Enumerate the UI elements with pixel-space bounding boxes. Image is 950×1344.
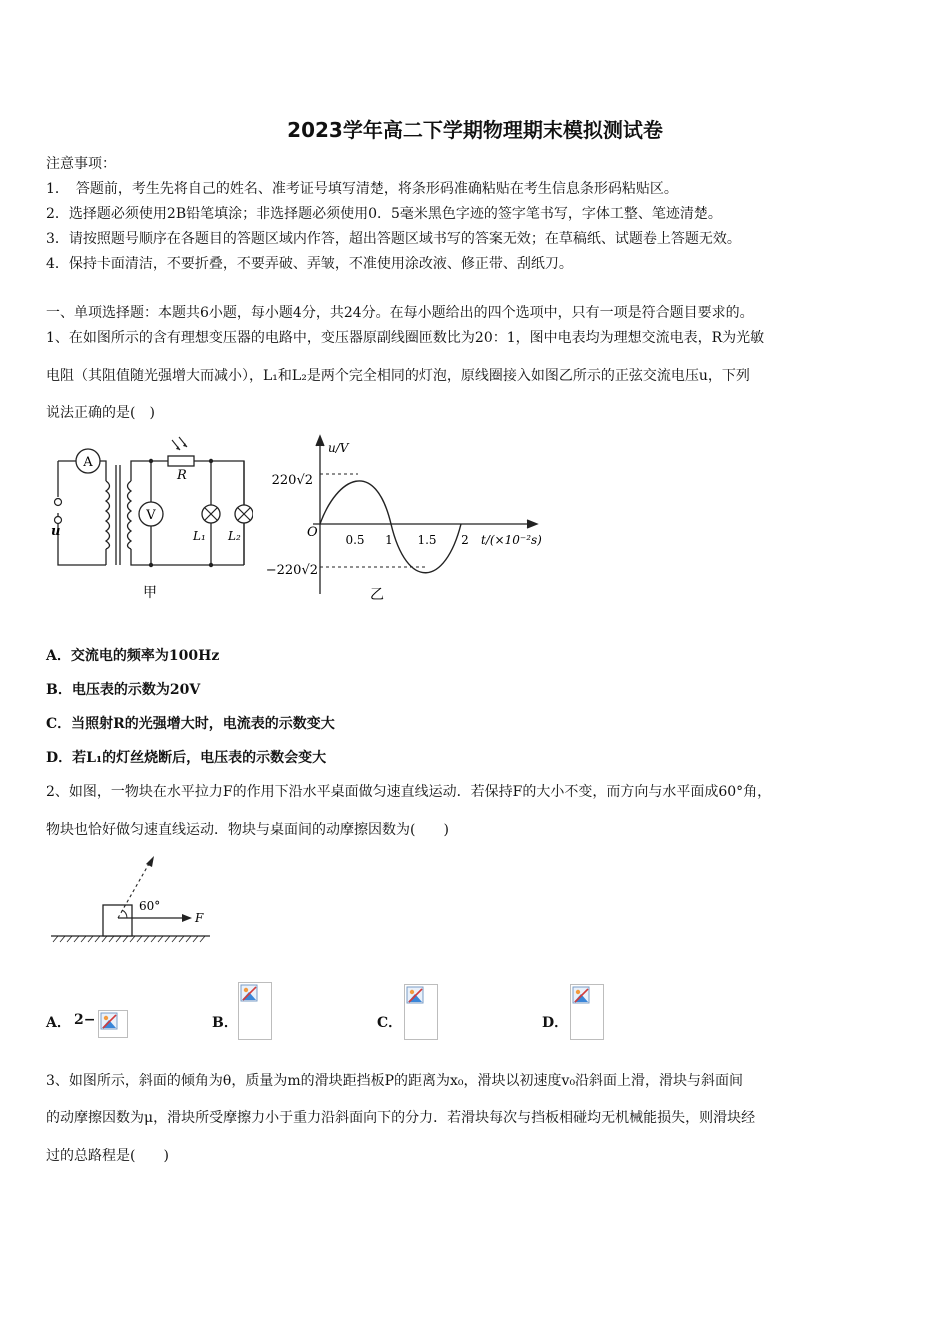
q1-option-c[interactable]: C．当照射R的光强增大时，电流表的示数变大 (46, 716, 335, 732)
q1-option-a[interactable]: A．交流电的频率为100Hz (46, 648, 220, 664)
note-item-2: 2．选择题必须使用2B铅笔填涂；非选择题必须使用0．5毫米黑色字迹的签字笔书写，字体工整、笔迹清楚。 (46, 206, 722, 222)
input-voltage-label: u (51, 524, 61, 539)
q3-stem-line1: 3、如图所示，斜面的倾角为θ，质量为m的滑块距挡板P的距离为x₀，滑块以初速度v₀沿斜面上滑，滑块与斜面间 (46, 1073, 744, 1089)
notes-heading: 注意事项： (46, 156, 116, 172)
broken-image-icon (98, 1010, 128, 1038)
voltmeter-label: V (146, 508, 156, 523)
lamp2-label: L₂ (228, 529, 241, 543)
ammeter-label: A (83, 455, 93, 470)
q1-option-d[interactable]: D．若L₁的灯丝烧断后，电压表的示数会变大 (46, 750, 327, 766)
q2-option-a-text: 2− (74, 1012, 96, 1028)
y-max-label: 220√2 (271, 473, 313, 488)
q3-stem-line3: 过的总路程是( ) (46, 1148, 169, 1164)
q2-option-b-label[interactable]: B． (212, 1015, 238, 1031)
broken-image-icon (238, 982, 272, 1040)
q2-option-a-label[interactable]: A． (46, 1015, 71, 1031)
x-tick-1: 1 (385, 533, 393, 547)
q2-option-d-label[interactable]: D． (542, 1015, 569, 1031)
q1-stem-line1: 1、在如图所示的含有理想变压器的电路中，变压器原副线圈匝数比为20：1，图中电表均为理想交流电表，R为光敏 (46, 330, 765, 346)
q1-voltage-graph (255, 432, 545, 607)
image-placeholder-icon (572, 986, 590, 1004)
x-axis-label: t/(×10⁻²s) (481, 533, 542, 547)
origin-label: O (307, 525, 318, 540)
q3-stem-line2: 的动摩擦因数为μ，滑块所受摩擦力小于重力沿斜面向下的分力．若滑块每次与挡板相碰均无机械能损失，则滑块经 (46, 1110, 756, 1126)
lamp1-label: L₁ (193, 529, 206, 543)
y-min-label: −220√2 (265, 563, 318, 578)
q1-stem-line2: 电阻（其阻值随光强增大而减小），L₁和L₂是两个完全相同的灯泡，原线圈接入如图乙所示的正弦交流电压u，下列 (46, 368, 750, 384)
q1-stem-line3: 说法正确的是( ) (46, 405, 155, 421)
q2-stem-line1: 2、如图，一物块在水平拉力F的作用下沿水平桌面做匀速直线运动．若保持F的大小不变，而方向与水平面成60°角， (46, 784, 772, 800)
note-item-4: 4．保持卡面清洁，不要折叠，不要弄破、弄皱，不准使用涂改液、修正带、刮纸刀。 (46, 256, 573, 272)
angle-label: 60° (139, 899, 161, 913)
page-title: 2023学年高二下学期物理期末模拟测试卷 (287, 118, 663, 142)
fig-yi-caption: 乙 (370, 587, 384, 603)
x-tick-1.5: 1.5 (417, 533, 437, 547)
note-item-3: 3．请按照题号顺序在各题目的答题区域内作答，超出答题区域书写的答案无效；在草稿纸、试题卷上答题无效。 (46, 231, 741, 247)
note-item-1: 1． 答题前，考生先将自己的姓名、准考证号填写清楚，将条形码准确粘贴在考生信息条形码粘贴区。 (46, 181, 678, 197)
x-tick-2: 2 (461, 533, 469, 547)
section-heading: 一、单项选择题：本题共6小题，每小题4分，共24分。在每小题给出的四个选项中，只有一项是符合题目要求的。 (46, 305, 754, 321)
image-placeholder-icon (240, 984, 258, 1002)
q1-option-b[interactable]: B．电压表的示数为20V (46, 682, 201, 698)
force-label: F (195, 911, 204, 925)
fig-jia-caption: 甲 (143, 585, 157, 601)
resistor-label: R (177, 468, 187, 483)
broken-image-icon (404, 984, 438, 1040)
image-placeholder-icon (100, 1012, 118, 1030)
q1-circuit-figure (48, 432, 253, 607)
x-tick-0.5: 0.5 (345, 533, 365, 547)
sine-curve (320, 481, 461, 573)
q2-option-c-label[interactable]: C． (377, 1015, 403, 1031)
broken-image-icon (570, 984, 604, 1040)
q2-block-figure (48, 852, 218, 947)
image-placeholder-icon (406, 986, 424, 1004)
y-axis-label: u/V (328, 441, 349, 455)
q2-stem-line2: 物块也恰好做匀速直线运动．物块与桌面间的动摩擦因数为( ) (46, 822, 449, 838)
